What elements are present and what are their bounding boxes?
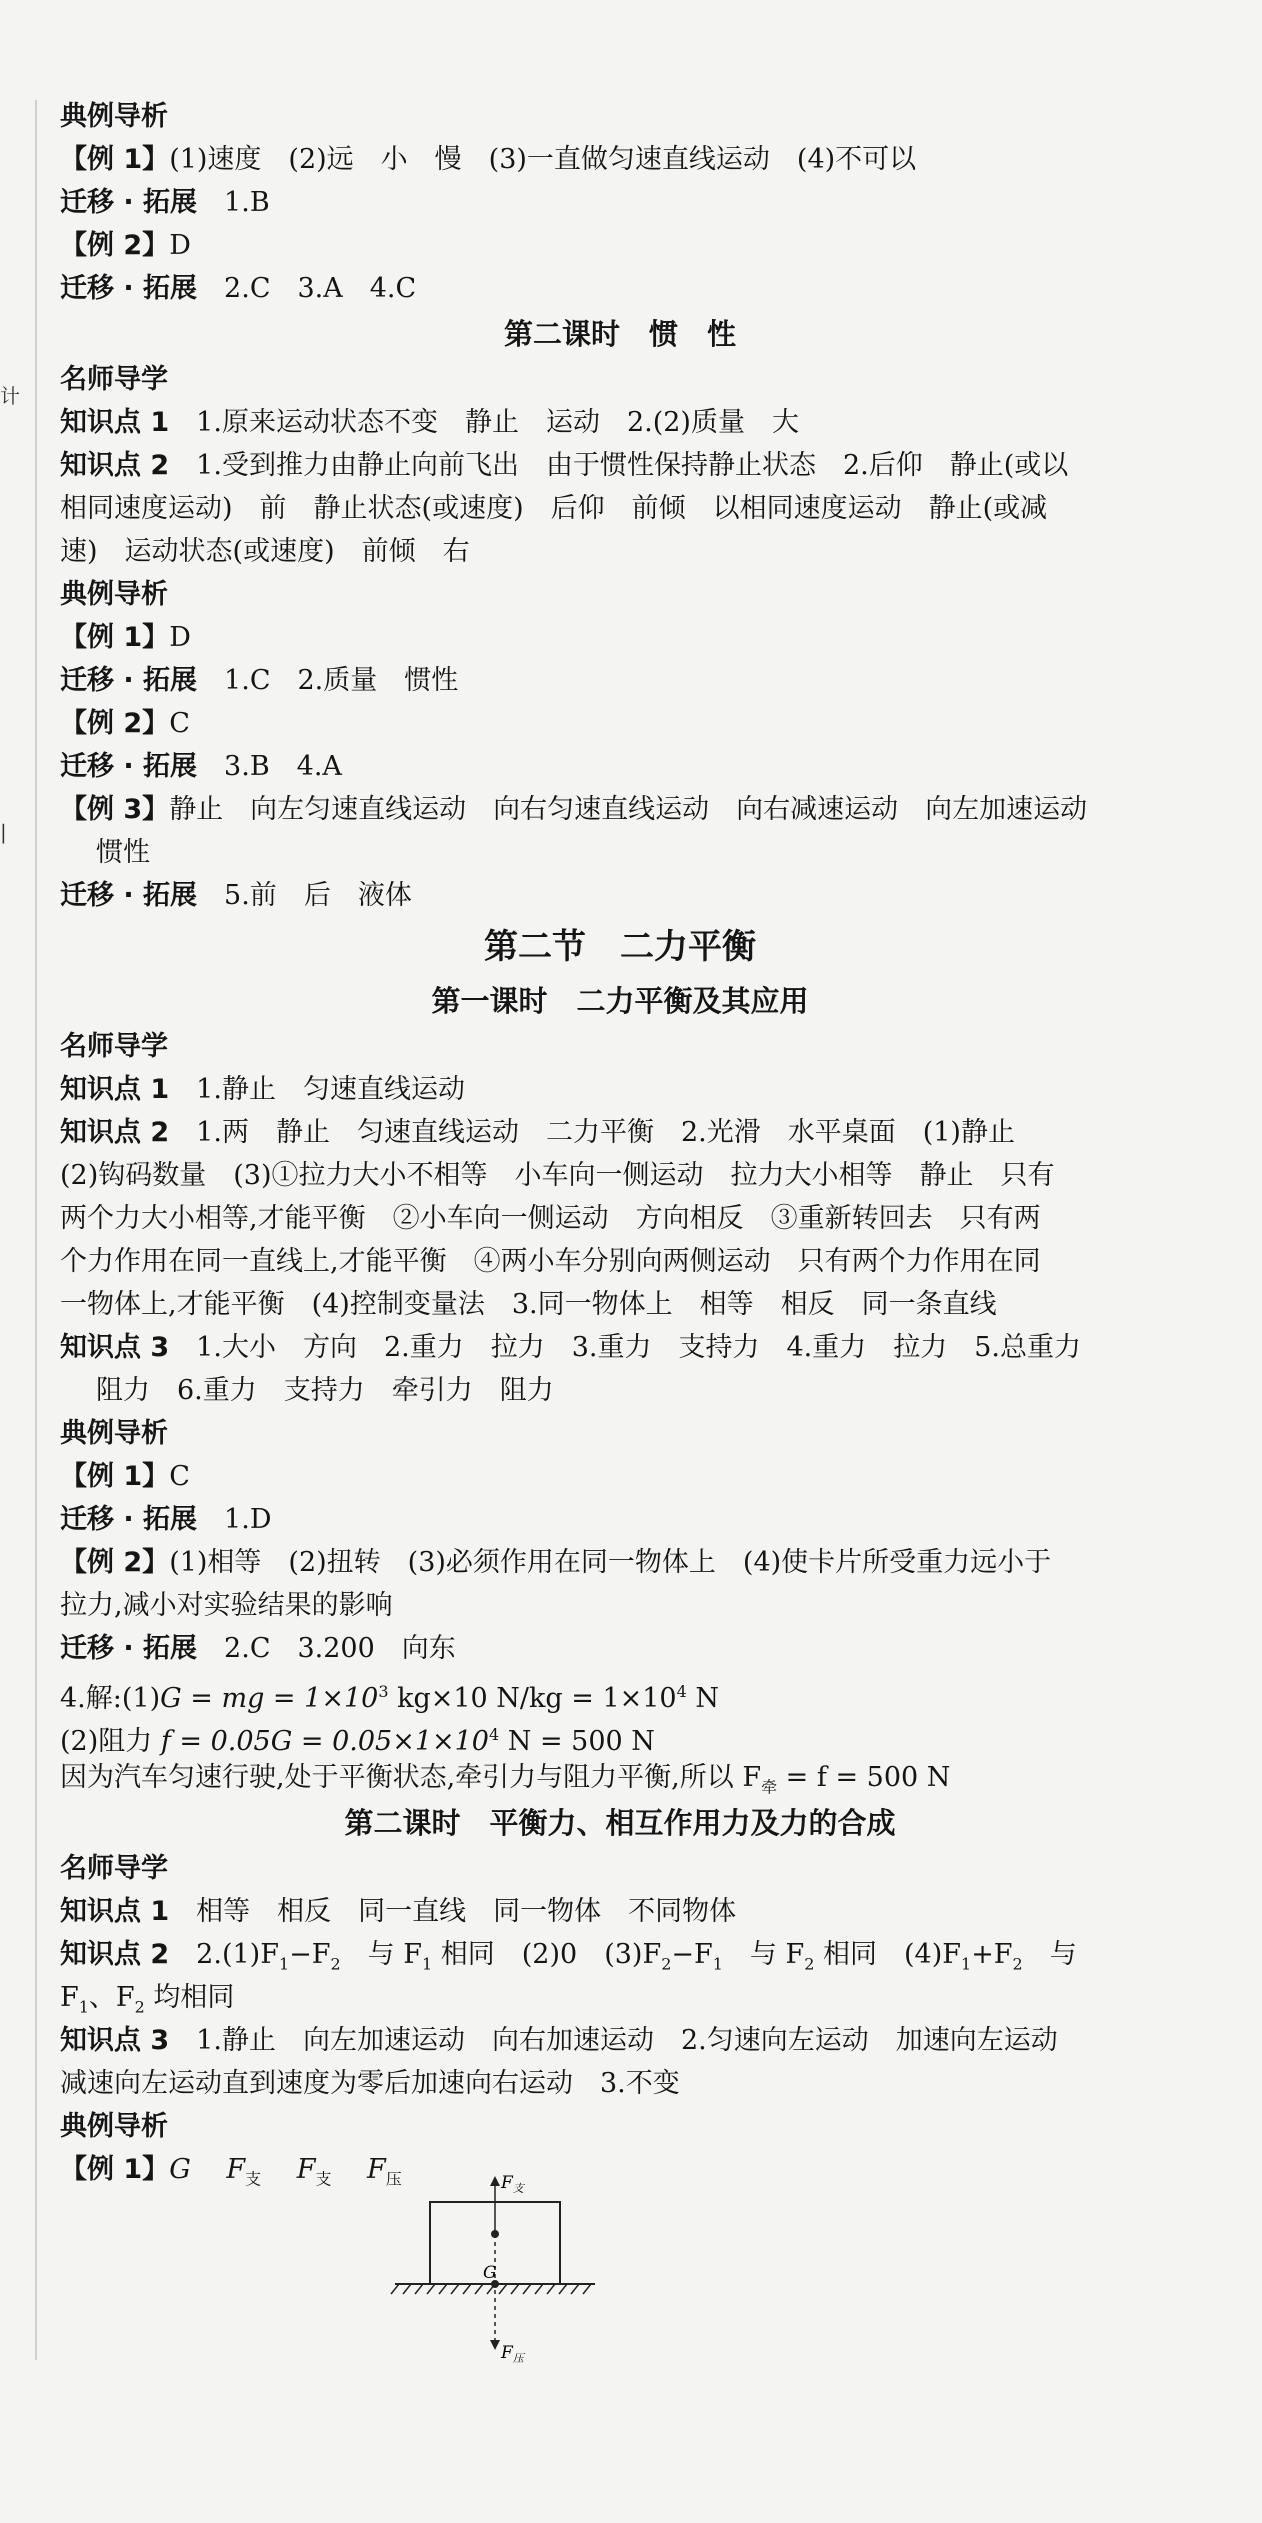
answer-line: 相同速度运动) 前 静止状态(或速度) 后仰 前倾 以相同速度运动 静止(或减 — [60, 493, 1048, 524]
answer-text: D — [169, 622, 191, 653]
k2-text: 与 F — [340, 1939, 422, 1970]
center-point — [491, 2230, 499, 2238]
lesson-title: 第二课时 惯 性 — [503, 317, 736, 351]
force-f: F — [367, 2154, 386, 2185]
formula-line-2 — [60, 1713, 1160, 1756]
answer-label: 迁移 · 拓展 — [60, 273, 198, 304]
answer-line — [60, 2019, 1160, 2062]
subscript: 1 — [78, 1997, 89, 2017]
f-prefix: 4.解:(1) — [60, 1683, 161, 1714]
label-f-support: $F_支$ — [501, 2173, 524, 2195]
answer-line — [60, 702, 1160, 745]
k2-text: 2.(1)F — [169, 1939, 279, 1970]
answer-text: 相等 相反 同一直线 同一物体 不同物体 — [169, 1896, 737, 1927]
answer-line: 速) 运动状态(或速度) 前倾 右 — [60, 536, 470, 567]
k2-text: 均相同 — [144, 1982, 235, 2013]
answer-text: (1)相等 (2)扭转 (3)必须作用在同一物体上 (4)使卡片所受重力远小于 — [169, 1547, 1052, 1578]
answer-text: C — [169, 1461, 190, 1492]
subscript: 2 — [330, 1954, 341, 1974]
label-g: G — [483, 2263, 497, 2283]
f-end: = f = 500 N — [777, 1762, 951, 1793]
f-prefix: (2)阻力 — [60, 1726, 161, 1757]
answer-label: 知识点 1 — [60, 1896, 170, 1927]
f-body: G = mg = 1×10 — [160, 1683, 379, 1714]
answer-line — [60, 616, 1160, 659]
answer-line — [60, 444, 1160, 487]
answer-label: 【例 2】 — [60, 1547, 170, 1578]
answer-text: 3.B 4.A — [197, 751, 342, 782]
subscript: 2 — [804, 1954, 815, 1974]
answer-line — [60, 1111, 1160, 1154]
answer-label: 【例 3】 — [60, 794, 170, 825]
answer-line: 惯性 — [96, 837, 150, 868]
k2-text: F — [60, 1982, 79, 2013]
answer-label: 迁移 · 拓展 — [60, 1504, 198, 1535]
answer-label: 知识点 1 — [60, 1074, 170, 1105]
f-body: f = 0.05G = 0.05×1×10 — [160, 1726, 489, 1757]
f-mid: kg×10 N/kg = 1×10 — [388, 1683, 677, 1714]
f-exp: 3 — [378, 1682, 389, 1701]
answer-label: 【例 2】 — [60, 230, 170, 261]
subscript: 支 — [315, 2169, 332, 2189]
answer-text: 2.C 3.A 4.C — [197, 273, 417, 304]
answer-line — [60, 1068, 1160, 1111]
f-end: N = 500 N — [499, 1726, 655, 1757]
answer-text: 1.受到推力由静止向前飞出 由于惯性保持静止状态 2.后仰 静止(或以 — [169, 450, 1069, 481]
answer-label: 迁移 · 拓展 — [60, 1633, 198, 1664]
answer-label: 知识点 2 — [60, 450, 170, 481]
force-f: F — [226, 2154, 246, 2185]
formula-line-3 — [60, 1756, 1160, 1799]
force-g: G — [169, 2154, 191, 2185]
answer-line — [60, 1627, 1160, 1670]
answer-text: 1.大小 方向 2.重力 拉力 3.重力 支持力 4.重力 拉力 5.总重力 — [169, 1332, 1081, 1363]
answer-label: 迁移 · 拓展 — [60, 880, 198, 911]
answer-line — [60, 401, 1160, 444]
answer-text: 静止 向左匀速直线运动 向右匀速直线运动 向右减速运动 向左加速运动 — [169, 794, 1088, 825]
force-diagram — [385, 2172, 615, 2372]
f-text: 因为汽车匀速行驶,处于平衡状态,牵引力与阻力平衡,所以 F — [60, 1762, 762, 1793]
answer-text: 2.C 3.200 向东 — [197, 1633, 456, 1664]
knowledge-2-line-b — [60, 1976, 1160, 2019]
answer-text: 1.静止 匀速直线运动 — [169, 1074, 465, 1105]
answer-line — [60, 1326, 1160, 1369]
k2-text: 与 — [1022, 1939, 1077, 1970]
k2-text: 相同 (2)0 (3)F — [432, 1939, 662, 1970]
answer-line — [60, 138, 1160, 181]
answer-label: 迁移 · 拓展 — [60, 751, 198, 782]
answer-label: 知识点 3 — [60, 2025, 170, 2056]
support-arrowhead — [490, 2176, 500, 2186]
subscript: 2 — [661, 1954, 672, 1974]
section-heading: 名师导学 — [60, 1031, 168, 1062]
section-heading: 名师导学 — [60, 1853, 168, 1884]
answer-line: 一物体上,才能平衡 (4)控制变量法 3.同一物体上 相等 相反 同一条直线 — [60, 1289, 997, 1320]
edge-mark-1: 计 — [0, 384, 20, 408]
section-heading: 典例导析 — [60, 1418, 168, 1449]
section-heading: 名师导学 — [60, 364, 168, 395]
k2-text: +F — [971, 1939, 1013, 1970]
answer-content — [60, 95, 1160, 2191]
f-exp: 4 — [488, 1725, 500, 1744]
k2-text: 相同 (4)F — [814, 1939, 961, 1970]
answer-label: 知识点 3 — [60, 1332, 170, 1363]
force-f: F — [296, 2154, 316, 2185]
answer-text: 1.原来运动状态不变 静止 运动 2.(2)质量 大 — [169, 407, 799, 438]
answer-line — [60, 745, 1160, 788]
answer-label: 迁移 · 拓展 — [60, 665, 198, 696]
answer-line — [60, 1890, 1160, 1933]
answer-text: 1.静止 向左加速运动 向右加速运动 2.匀速向左运动 加速向左运动 — [169, 2025, 1058, 2056]
k2-text: −F — [671, 1939, 713, 1970]
subscript: 2 — [1012, 1954, 1023, 1974]
section-heading: 典例导析 — [60, 2111, 168, 2142]
answer-line — [60, 224, 1160, 267]
answer-label: 知识点 2 — [60, 1117, 170, 1148]
k2-text: 与 F — [722, 1939, 805, 1970]
lesson-title: 第一课时 二力平衡及其应用 — [431, 984, 809, 1018]
answer-label: 知识点 1 — [60, 407, 170, 438]
subscript: 1 — [712, 1954, 723, 1974]
answer-line — [60, 874, 1160, 917]
answer-label: 【例 2】 — [60, 708, 170, 739]
answer-label: 【例 1】 — [60, 2154, 170, 2185]
answer-label: 知识点 2 — [60, 1939, 170, 1970]
f-exp: 4 — [676, 1682, 687, 1701]
subscript: 2 — [134, 1997, 145, 2017]
answer-line — [60, 181, 1160, 224]
answer-text: C — [169, 708, 190, 739]
binding-edge-line — [35, 100, 37, 2360]
subscript: 支 — [245, 2169, 262, 2189]
section-heading: 典例导析 — [60, 579, 168, 610]
answer-text: 1.D — [197, 1504, 272, 1535]
answer-line: 减速向左运动直到速度为零后加速向右运动 3.不变 — [60, 2068, 680, 2099]
label-f-pressure: $F_压$ — [501, 2343, 524, 2365]
section-title: 第二节 二力平衡 — [484, 927, 756, 967]
answer-line — [60, 267, 1160, 310]
knowledge-2-line-a — [60, 1933, 1160, 1976]
k2-text: −F — [289, 1939, 331, 1970]
ground-hatching — [391, 2284, 591, 2294]
answer-text: 1.B — [197, 187, 270, 218]
subscript: 1 — [422, 1954, 433, 1974]
answer-line — [60, 1455, 1160, 1498]
answer-text: 1.C 2.质量 惯性 — [197, 665, 459, 696]
answer-text: 5.前 后 液体 — [197, 880, 412, 911]
answer-text: D — [169, 230, 191, 261]
subscript: 1 — [278, 1954, 290, 1974]
pressure-arrowhead — [490, 2340, 500, 2350]
f-sub: 牵 — [761, 1777, 778, 1797]
formula-line-1 — [60, 1670, 1160, 1713]
k2-text: 、F — [88, 1982, 135, 2013]
answer-line: 拉力,减小对实验结果的影响 — [60, 1590, 393, 1621]
answer-line: 两个力大小相等,才能平衡 ②小车向一侧运动 方向相反 ③重新转回去 只有两 — [60, 1203, 1041, 1234]
subscript: 1 — [961, 1954, 972, 1974]
answer-line — [60, 1541, 1160, 1584]
answer-line: (2)钩码数量 (3)①拉力大小不相等 小车向一侧运动 拉力大小相等 静止 只有 — [60, 1160, 1055, 1191]
answer-line: 阻力 6.重力 支持力 牵引力 阻力 — [96, 1375, 554, 1406]
answer-label: 【例 1】 — [60, 144, 170, 175]
section-heading: 典例导析 — [60, 101, 168, 132]
answer-label: 迁移 · 拓展 — [60, 187, 198, 218]
answer-label: 【例 1】 — [60, 622, 170, 653]
answer-line: 个力作用在同一直线上,才能平衡 ④两小车分别向两侧运动 只有两个力作用在同 — [60, 1246, 1041, 1277]
lesson-title: 第二课时 平衡力、相互作用力及力的合成 — [344, 1806, 896, 1840]
answer-line — [60, 1498, 1160, 1541]
answer-text: (1)速度 (2)远 小 慢 (3)一直做匀速直线运动 (4)不可以 — [169, 144, 917, 175]
answer-text: 1.两 静止 匀速直线运动 二力平衡 2.光滑 水平桌面 (1)静止 — [169, 1117, 1015, 1148]
subscript: 压 — [385, 2169, 402, 2189]
edge-mark-2: | — [0, 820, 7, 844]
answer-line — [60, 659, 1160, 702]
f-end: N — [686, 1683, 720, 1714]
answer-line — [60, 788, 1160, 831]
answer-label: 【例 1】 — [60, 1461, 170, 1492]
